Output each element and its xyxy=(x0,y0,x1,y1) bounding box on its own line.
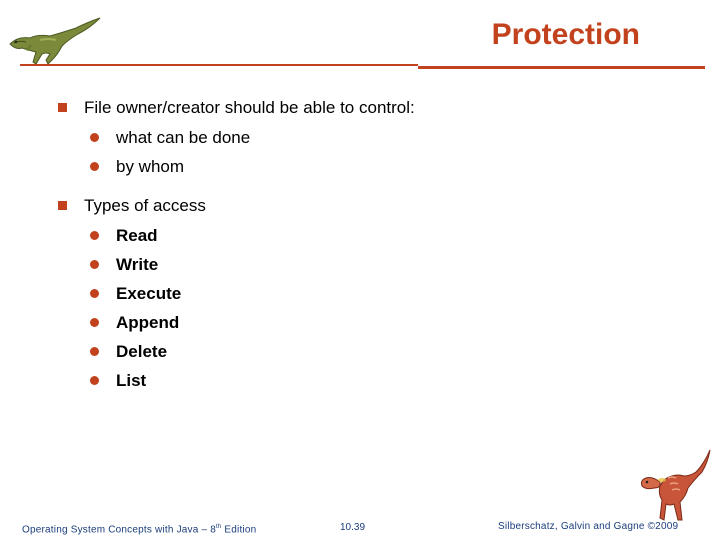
sub-bullet-text: Delete xyxy=(116,342,168,361)
footer-book-sup: th xyxy=(216,524,222,530)
slide-title: Protection xyxy=(491,18,640,51)
round-bullet-icon xyxy=(90,347,99,356)
sub-bullet-item xyxy=(90,226,415,246)
sub-bullet-list xyxy=(84,226,415,391)
footer-copyright: Silberschatz, Galvin and Gagne ©2009 xyxy=(498,521,679,532)
sub-bullet-text: Read xyxy=(116,226,158,245)
sub-bullet-item xyxy=(90,371,415,391)
sub-bullet-text: List xyxy=(116,371,147,390)
sub-bullet-text: what can be done xyxy=(116,128,251,147)
title-divider-accent xyxy=(418,66,705,69)
bullet-list xyxy=(58,98,415,400)
sub-bullet-item xyxy=(90,284,415,304)
dinosaur-top-icon xyxy=(6,14,102,66)
round-bullet-icon xyxy=(90,162,99,171)
sub-bullet-item xyxy=(90,157,415,177)
bullet-item xyxy=(58,196,415,391)
dinosaur-bottom-icon xyxy=(632,446,714,524)
sub-bullet-text: Execute xyxy=(116,284,182,303)
round-bullet-icon xyxy=(90,260,99,269)
bullet-text: File owner/creator should be able to control: xyxy=(84,98,415,117)
bullet-item xyxy=(58,98,415,177)
sub-bullet-item xyxy=(90,313,415,333)
bullet-spacer xyxy=(58,186,415,196)
round-bullet-icon xyxy=(90,376,99,385)
footer-book-suffix: Edition xyxy=(221,524,257,536)
sub-bullet-text: Append xyxy=(116,313,180,332)
round-bullet-icon xyxy=(90,133,99,142)
bullet-text: Types of access xyxy=(84,196,206,215)
square-bullet-icon xyxy=(58,103,67,112)
footer-book-prefix: Operating System Concepts with Java – 8 xyxy=(22,524,217,536)
footer-page-number: 10.39 xyxy=(340,522,366,533)
sub-bullet-text: Write xyxy=(116,255,159,274)
round-bullet-icon xyxy=(90,231,99,240)
square-bullet-icon xyxy=(58,201,67,210)
sub-bullet-item xyxy=(90,342,415,362)
sub-bullet-text: by whom xyxy=(116,157,185,176)
title-divider xyxy=(20,64,418,66)
sub-bullet-item xyxy=(90,128,415,148)
footer-book-title xyxy=(22,524,256,535)
round-bullet-icon xyxy=(90,289,99,298)
round-bullet-icon xyxy=(90,318,99,327)
sub-bullet-list xyxy=(84,128,415,177)
sub-bullet-item xyxy=(90,255,415,275)
